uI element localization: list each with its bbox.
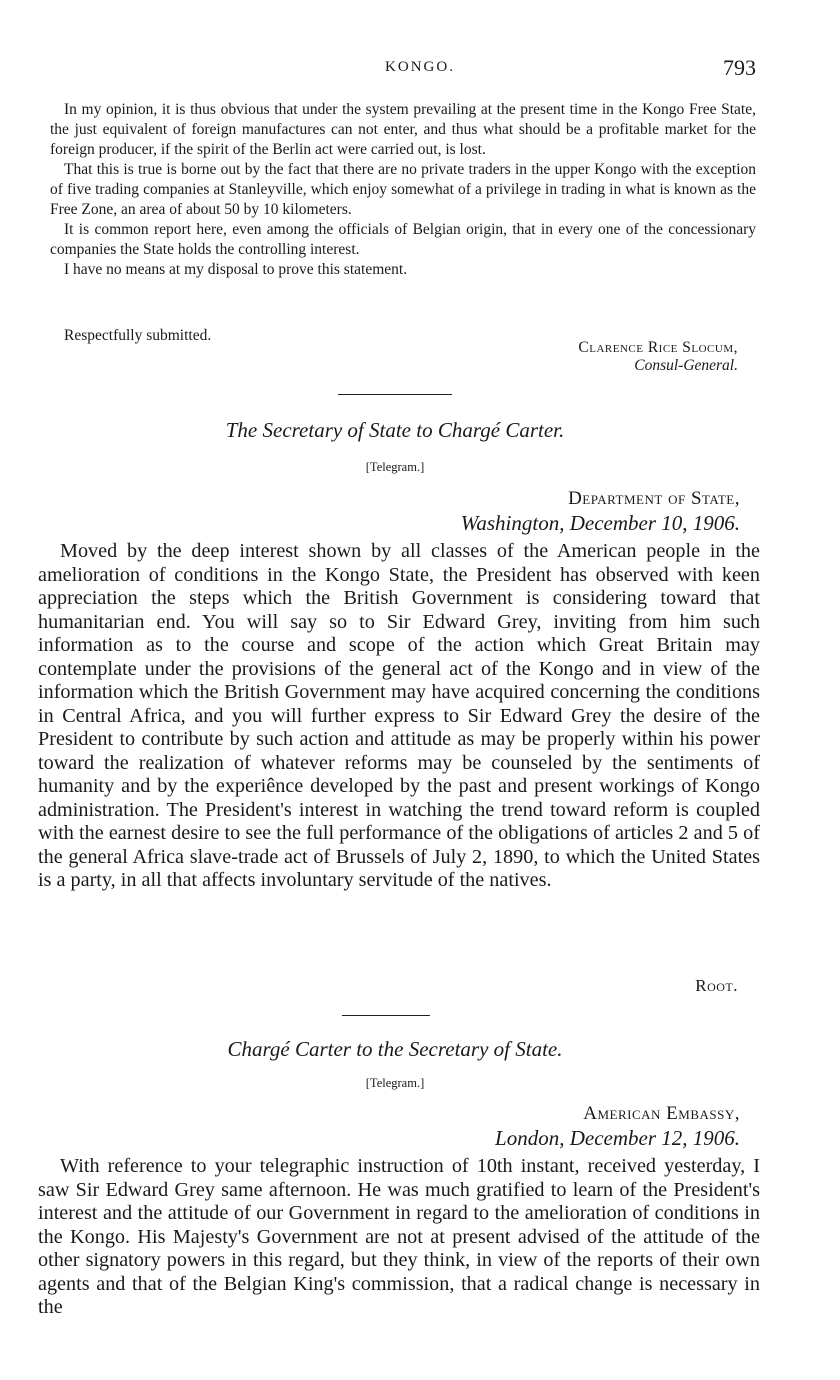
running-title: KONGO. bbox=[385, 59, 455, 75]
previous-letter-signoff bbox=[50, 327, 756, 377]
signer-title: Consul-General. bbox=[634, 357, 738, 374]
page-number: 793 bbox=[723, 55, 756, 80]
document-heading: The Secretary of State to Chargé Carter. bbox=[225, 418, 565, 442]
paragraph: I have no means at my disposal to prove this statement. bbox=[64, 261, 408, 278]
paragraph: That this is true is borne out by the fact that there are no private traders in the upper Kongo with the exception of five trading companies at Stanleyville, which enjoy somewhat of a privilege in trading in what is known as the Free Zone, an area of about 50 by 10 kilometers. bbox=[50, 161, 756, 218]
dateline-place: Department of State, bbox=[568, 488, 740, 509]
paragraph: In my opinion, it is thus obvious that under the system prevailing at the present time in the Kongo Free State, the just equivalent of foreign manufactures can not enter, and thus what should be a profitable market for the foreign producer, if the spirit of the Berlin act were carried out, is lost. bbox=[50, 101, 756, 158]
section-divider bbox=[342, 1015, 430, 1016]
paragraph: Moved by the deep interest shown by all classes of the American people in the amelioration of conditions in the Kongo State, the President has observed with keen appreciation the steps which the British Government is considering toward that humanitarian end. You will say so to Sir Edward Grey, inviting from him such information as to the course and scope of the action which Great Britain may contemplate under the provisions of the general act of the Kongo and in view of the information which the British Government may have acquired concerning the conditions in Central Africa, and you will further express to Sir Edward Grey the desire of the President to contribute by such action and attitude as may be properly within his power toward the realization of whatever reforms may be counseled by the sentiments of humanity and by the experiênce developed by the past and present workings of Kongo administration. The President's interest in watching the trend toward reform is coupled with the earnest desire to see the full performance of the obligations of articles 2 and 5 of the general Africa slave-trade act of Brussels of July 2, 1890, to which the United States is a party, in all that affects involuntary servitude of the natives. bbox=[38, 540, 760, 891]
dateline-place: American Embassy, bbox=[583, 1103, 740, 1124]
dateline bbox=[495, 1103, 740, 1151]
dateline-date: Washington, December 10, 1906. bbox=[460, 511, 740, 535]
paragraph: It is common report here, even among the officials of Belgian origin, that in every one of the concessionary companies the State holds the controlling interest. bbox=[50, 221, 756, 258]
dateline-date: London, December 12, 1906. bbox=[495, 1126, 740, 1150]
dateline bbox=[461, 488, 740, 536]
telegram-tag: [Telegram.] bbox=[365, 1076, 425, 1090]
telegram-body bbox=[38, 1155, 760, 1320]
running-header bbox=[0, 55, 840, 85]
telegram-body bbox=[38, 540, 760, 893]
document-heading: Chargé Carter to the Secretary of State. bbox=[227, 1037, 563, 1061]
complimentary-close: Respectfully submitted. bbox=[64, 327, 212, 344]
paragraph: With reference to your telegraphic instruction of 10th instant, received yesterday, I saw Sir Edward Grey same afternoon. He was much gratified to learn of the President's interest and the attitude of our Government in regard to the amelioration of conditions in the Kongo. His Majesty's Government are not at present advised of the attitude of the other signatory powers in this regard, but they think, in view of the reports of their own agents and that of the Belgian King's commission, that a radical change is necessary in the bbox=[38, 1155, 760, 1318]
previous-letter-text bbox=[50, 100, 756, 280]
telegram-tag: [Telegram.] bbox=[365, 460, 425, 474]
signature: Root. bbox=[695, 976, 738, 995]
section-divider bbox=[338, 394, 452, 395]
signer-name: Clarence Rice Slocum, bbox=[578, 339, 738, 356]
